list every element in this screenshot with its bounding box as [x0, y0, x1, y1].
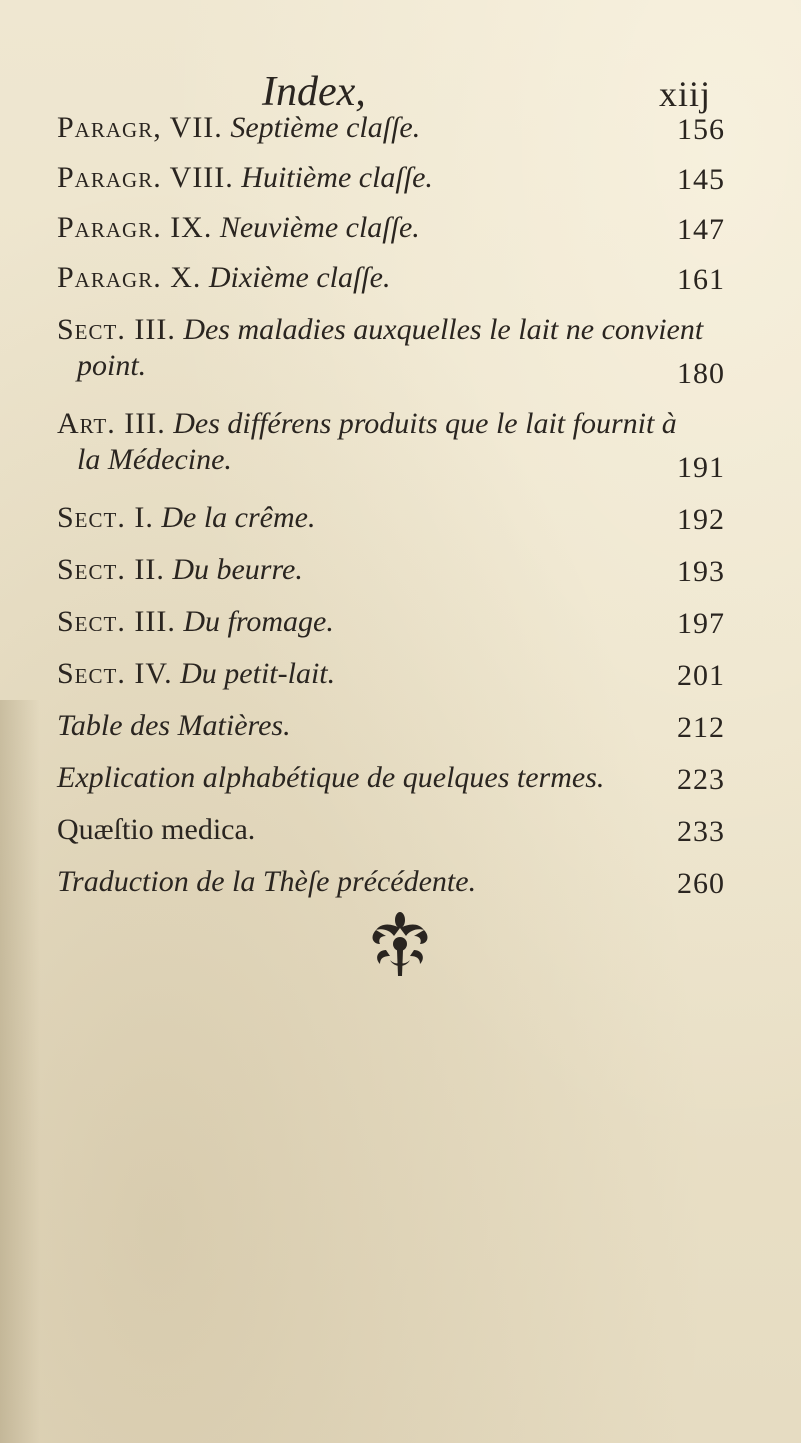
entry-page-number: 145: [677, 163, 725, 196]
running-head-title: Index,: [262, 69, 366, 115]
entry-title: De la crême.: [161, 501, 316, 534]
toc-entry: [57, 760, 747, 798]
entry-title: Table des Matières.: [57, 709, 291, 742]
entry-title: Traduction de la Thèſe précédente.: [57, 865, 477, 898]
toc-entry: [57, 160, 747, 198]
toc-entry: [57, 656, 747, 694]
entry-page-number: 197: [677, 607, 725, 640]
entry-title: Des maladies auxquelles le lait ne convient: [183, 313, 704, 346]
entry-page-number: 193: [677, 555, 725, 588]
entry-page-number: 233: [677, 815, 725, 848]
entry-title: Neuvième claſſe.: [219, 211, 420, 244]
entry-title-continuation: la Médecine.: [77, 443, 232, 476]
entry-title: Du fromage.: [183, 605, 334, 638]
entry-page-number: 223: [677, 763, 725, 796]
entry-title: Des différens produits que le lait fournit à: [173, 407, 677, 440]
entry-title: Quæſtio medica.: [57, 813, 256, 846]
entry-label: Art. III.: [57, 407, 166, 440]
entry-page-number: 192: [677, 503, 725, 536]
entry-page-number: 180: [677, 357, 725, 390]
entry-label: Paragr. VIII.: [57, 161, 234, 194]
entry-label: Sect. IV.: [57, 657, 173, 690]
toc-entry: [57, 708, 747, 746]
entry-label: Paragr. X.: [57, 261, 202, 294]
entry-title: Du beurre.: [172, 553, 303, 586]
toc-entry: [57, 812, 747, 850]
entry-title: Dixième claſſe.: [208, 261, 391, 294]
entry-label: Sect. III.: [57, 605, 176, 638]
entry-title: Explication alphabétique de quelques termes.: [57, 761, 605, 794]
toc-entry: [57, 864, 747, 902]
running-head: [0, 70, 801, 114]
toc-entry: [57, 552, 747, 590]
toc-entry: [57, 210, 747, 248]
entry-title: Du petit-lait.: [180, 657, 336, 690]
fleuron-ornament-icon: [364, 910, 436, 980]
toc-entry: [57, 312, 747, 392]
entry-page-number: 212: [677, 711, 725, 744]
toc-entry: [57, 406, 747, 486]
entry-title: Septième claſſe.: [230, 111, 421, 144]
entry-page-number: 161: [677, 263, 725, 296]
table-of-contents: [57, 110, 747, 902]
entry-label: Paragr. IX.: [57, 211, 213, 244]
toc-entry: [57, 110, 747, 148]
entry-title-continuation: point.: [77, 349, 147, 382]
entry-title: Huitième claſſe.: [241, 161, 433, 194]
entry-page-number: 201: [677, 659, 725, 692]
entry-label: Sect. II.: [57, 553, 165, 586]
entry-page-number: 156: [677, 113, 725, 146]
entry-page-number: 191: [677, 451, 725, 484]
entry-page-number: 147: [677, 213, 725, 246]
toc-entry: [57, 500, 747, 538]
entry-label: Paragr, VII.: [57, 111, 223, 144]
entry-label: Sect. III.: [57, 313, 176, 346]
entry-label: Sect. I.: [57, 501, 154, 534]
running-head-page-number: xiij: [658, 74, 711, 114]
toc-entry: [57, 260, 747, 298]
toc-entry: [57, 604, 747, 642]
page-edge-shadow: [0, 700, 40, 1443]
entry-page-number: 260: [677, 867, 725, 900]
